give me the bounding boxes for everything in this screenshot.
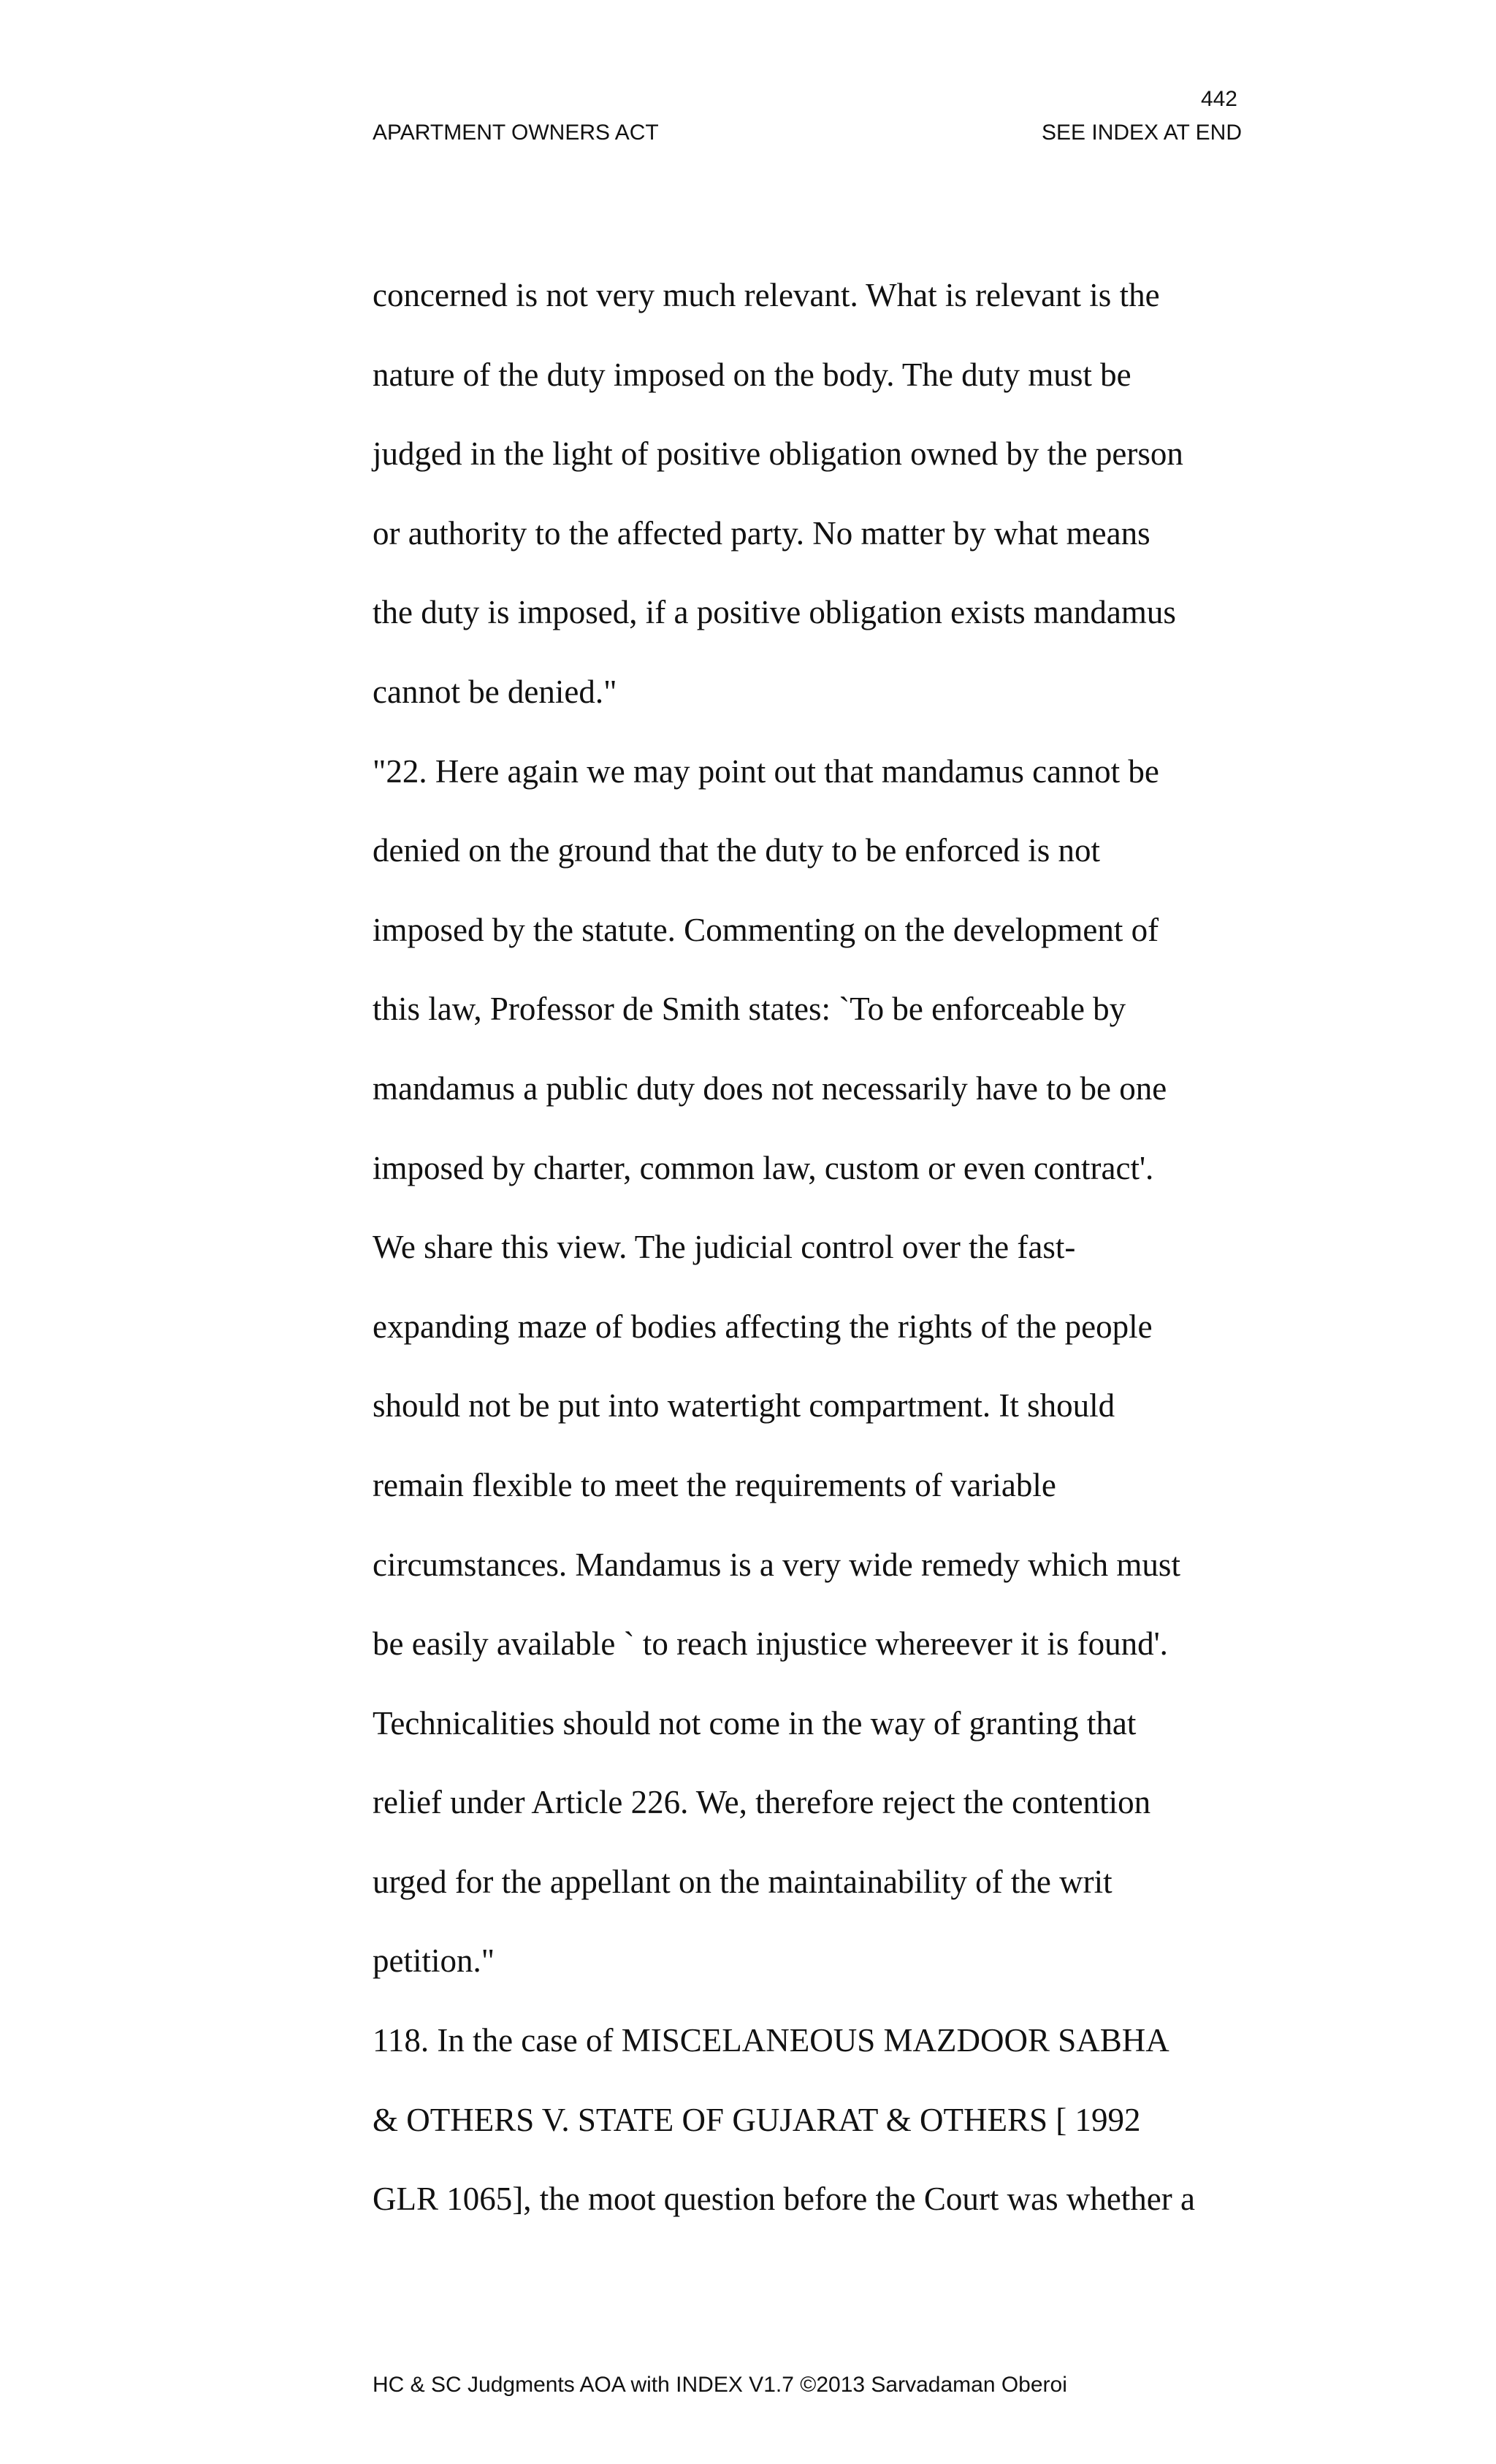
running-header [373, 120, 1242, 146]
paragraph-continuation: concerned is not very much relevant. What is relevant is the nature of the duty imposed on the body. The duty must be judged in the light of positive obligation owned by the person or authority to the affected party. No matter by what means the duty is imposed, if a positive obligation exists mandamus cannot be denied." [373, 277, 1183, 710]
paragraph-118: 118. In the case of MISCELANEOUS MAZDOOR SABHA & OTHERS V. STATE OF GUJARAT & OTHERS [ 1992 GLR 1065], the moot question before the Court was whether a [373, 2022, 1195, 2218]
body-text [373, 256, 1242, 2239]
page-number: 442 [1200, 87, 1237, 111]
paragraph-quote-22: "22. Here again we may point out that mandamus cannot be denied on the ground that the duty to be enforced is not imposed by the statute. Commenting on the development of this law, Professor de Smith states: `To be enforceable by mandamus a public duty does not necessarily have to be one imposed by charter, common law, custom or even contract'. We share this view. The judicial control over the fast- expanding maze of bodies affecting the rights of the people should not be put into watertight compartment. It should remain flexible to meet the requirements of variable circumstances. Mandamus is a very wide remedy which must be easily available ` to reach injustice whereever it is found'. Technicalities should not come in the way of granting that relief under Article 226. We, therefore reject the contention urged for the appellant on the maintainability of the writ petition." [373, 752, 1180, 1980]
running-header-right: SEE INDEX AT END [1042, 121, 1242, 145]
footer-text: HC & SC Judgments AOA with INDEX V1.7 ©2013 Sarvadaman Oberoi [373, 2373, 1067, 2397]
running-header-left: APARTMENT OWNERS ACT [373, 121, 659, 145]
